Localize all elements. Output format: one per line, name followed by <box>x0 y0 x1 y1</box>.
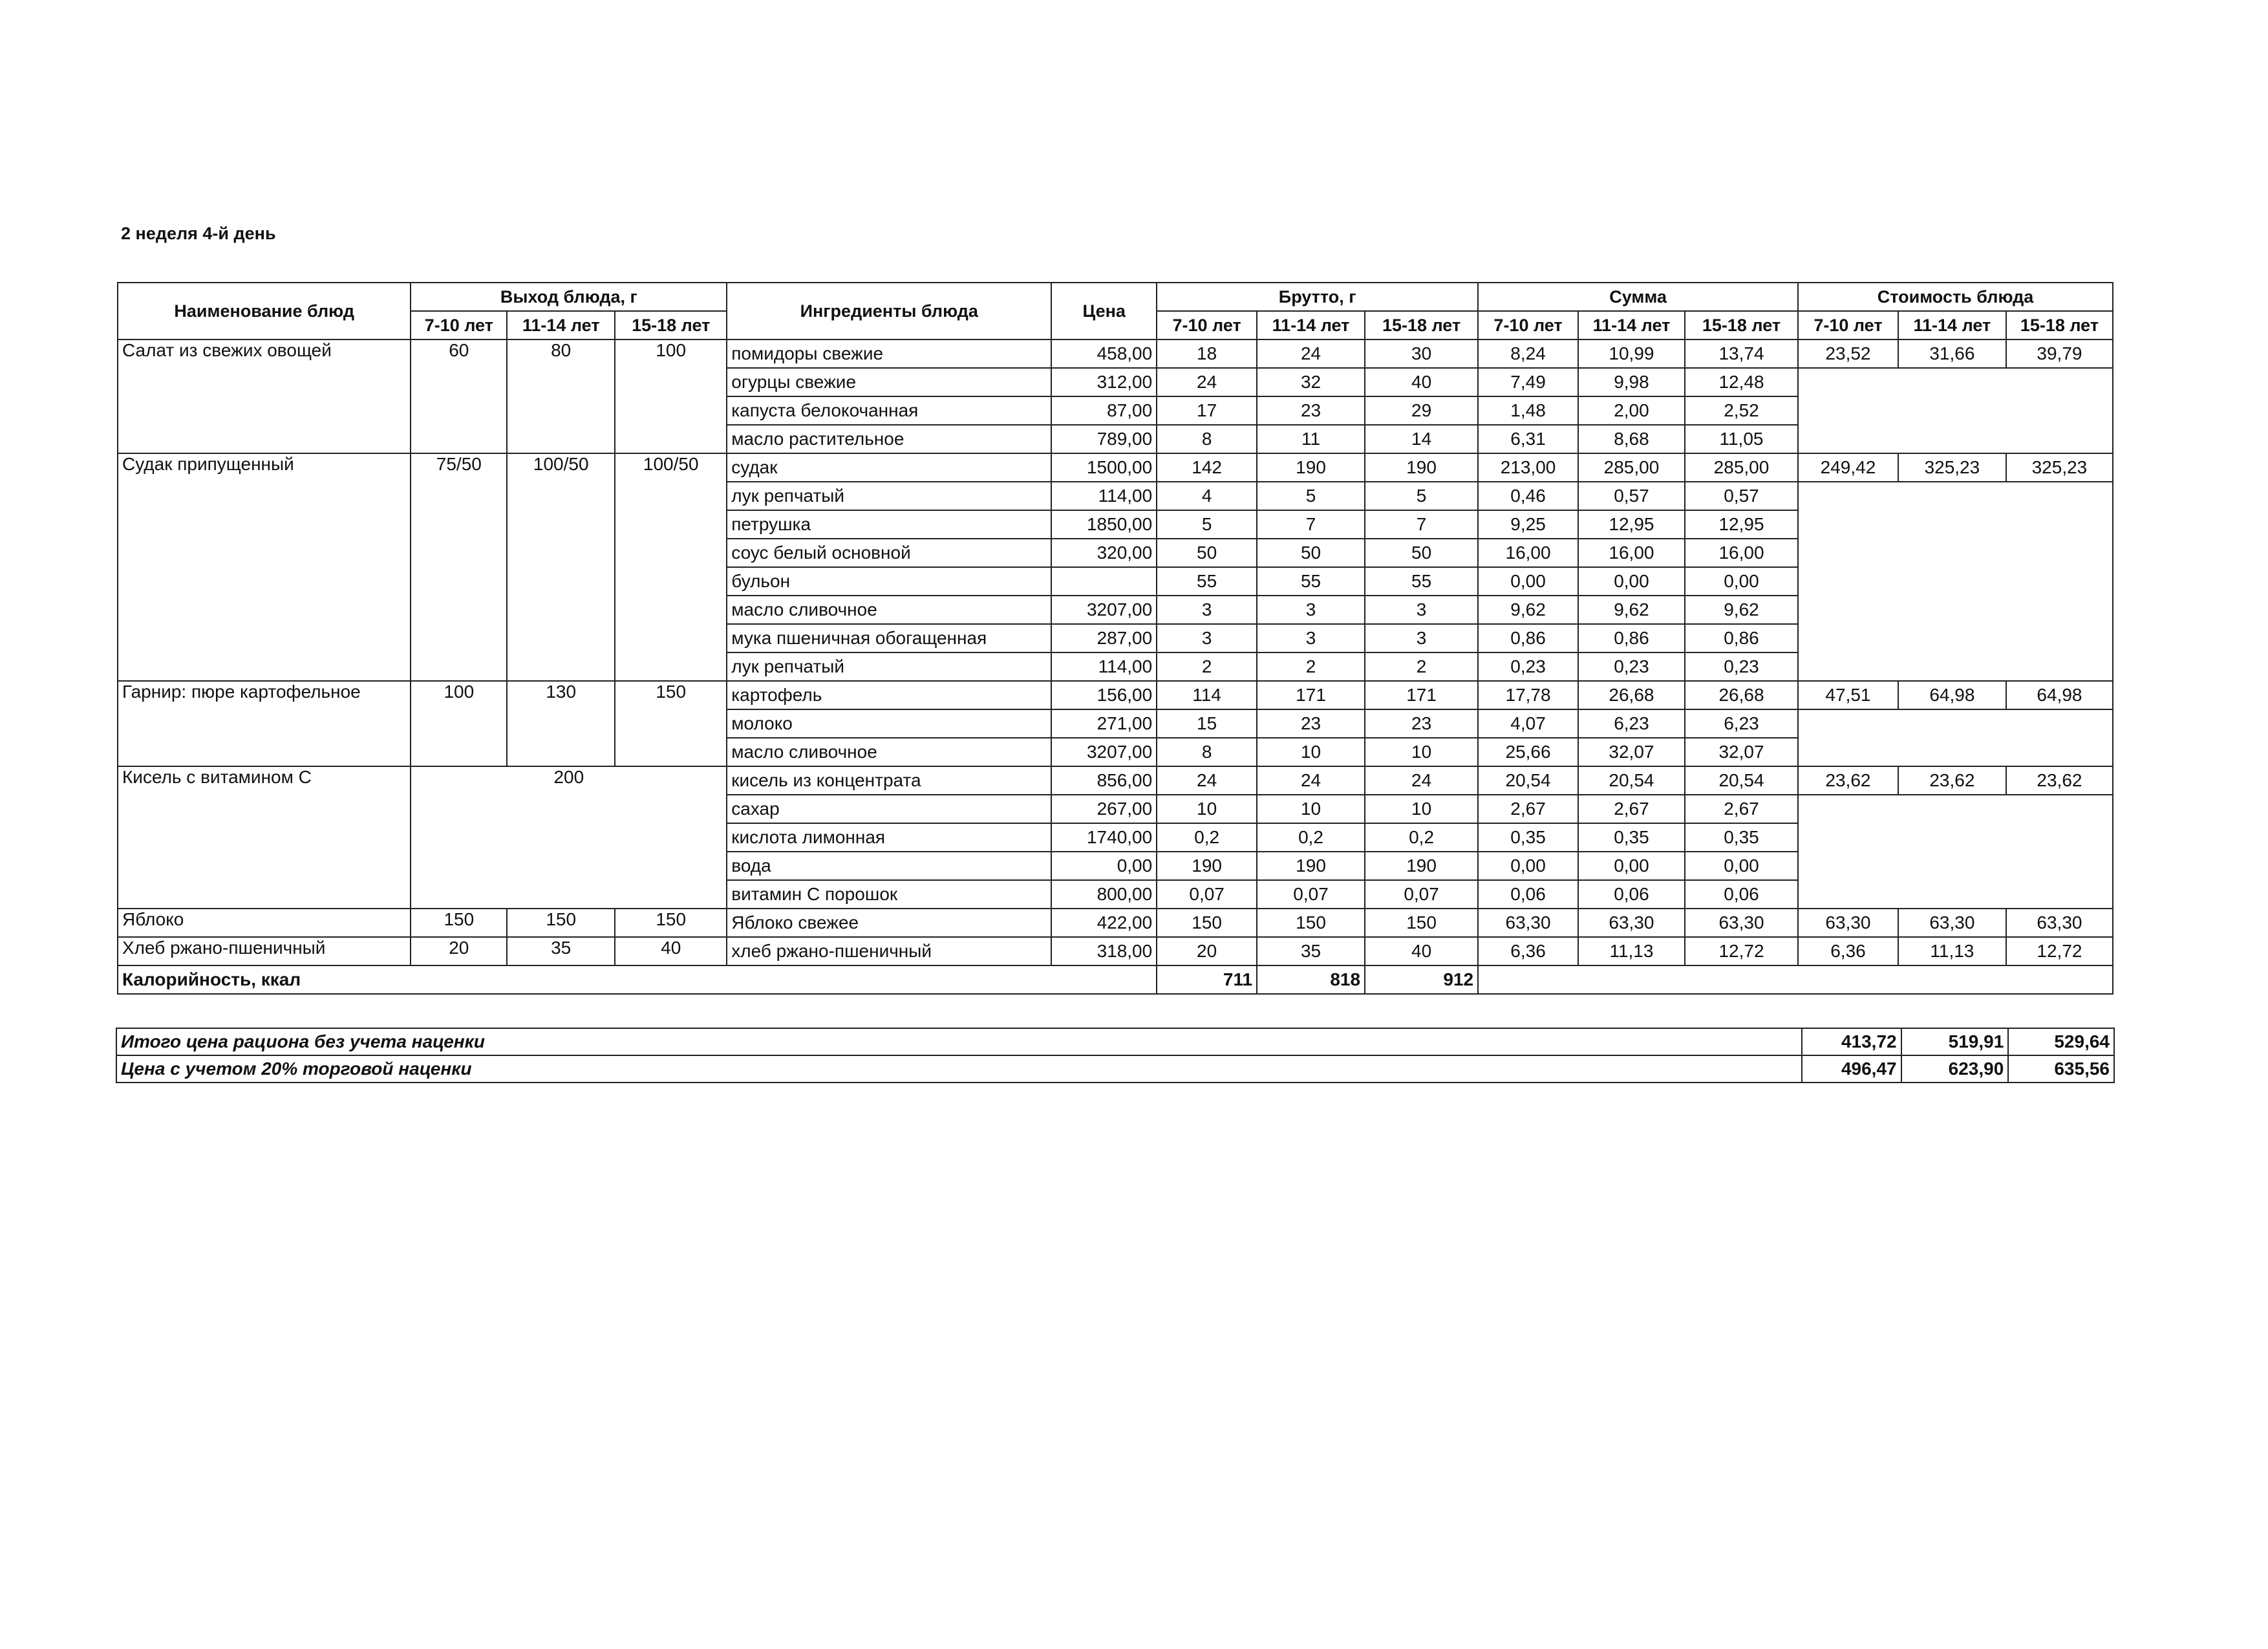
dish-name: Яблоко <box>118 909 411 937</box>
ingredient-brutto: 190 <box>1365 852 1478 880</box>
ingredient-brutto: 55 <box>1365 567 1478 596</box>
dish-output: 150 <box>615 909 727 937</box>
ingredient-price: 114,00 <box>1051 482 1157 510</box>
calories-value: 912 <box>1365 965 1478 994</box>
ingredient-sum: 32,07 <box>1685 738 1798 766</box>
ingredient-brutto: 10 <box>1365 738 1478 766</box>
ingredient-name: бульон <box>727 567 1051 596</box>
ingredient-sum: 4,07 <box>1478 709 1578 738</box>
dish-cost: 23,62 <box>1798 766 1898 795</box>
ingredient-brutto: 114 <box>1157 681 1257 709</box>
ingredient-sum: 26,68 <box>1578 681 1685 709</box>
ingredient-name: мука пшеничная обогащенная <box>727 624 1051 652</box>
table-row <box>118 909 2113 937</box>
dish-output: 150 <box>507 909 615 937</box>
page-title: 2 неделя 4-й день <box>121 224 276 243</box>
ingredient-sum: 6,31 <box>1478 425 1578 453</box>
ingredient-sum: 285,00 <box>1578 453 1685 482</box>
dish-cost-blank <box>1798 368 2113 453</box>
ingredient-brutto: 190 <box>1157 852 1257 880</box>
ingredient-sum: 9,62 <box>1478 596 1578 624</box>
dish-cost: 12,72 <box>2006 937 2113 965</box>
ingredient-brutto: 50 <box>1365 539 1478 567</box>
dish-cost-blank <box>1798 482 2113 681</box>
ingredient-brutto: 14 <box>1365 425 1478 453</box>
ingredient-price: 800,00 <box>1051 880 1157 909</box>
table-row <box>118 766 2113 795</box>
ingredient-brutto: 20 <box>1157 937 1257 965</box>
totals-table <box>116 1028 2115 1083</box>
ingredient-sum: 0,46 <box>1478 482 1578 510</box>
ingredient-price: 3207,00 <box>1051 596 1157 624</box>
ingredient-brutto: 3 <box>1157 596 1257 624</box>
ingredient-brutto: 4 <box>1157 482 1257 510</box>
ingredient-price: 320,00 <box>1051 539 1157 567</box>
dish-output: 35 <box>507 937 615 965</box>
ingredient-brutto: 171 <box>1257 681 1365 709</box>
ingredient-brutto: 30 <box>1365 339 1478 368</box>
ingredient-name: судак <box>727 453 1051 482</box>
ingredient-name: соус белый основной <box>727 539 1051 567</box>
ingredient-sum: 32,07 <box>1578 738 1685 766</box>
ingredient-brutto: 190 <box>1257 852 1365 880</box>
header-brutto: Брутто, г <box>1157 283 1478 311</box>
ingredient-brutto: 3 <box>1365 624 1478 652</box>
calories-value: 818 <box>1257 965 1365 994</box>
ingredient-sum: 16,00 <box>1478 539 1578 567</box>
dish-output: 200 <box>411 766 727 909</box>
ingredient-brutto: 2 <box>1157 652 1257 681</box>
ingredient-brutto: 55 <box>1157 567 1257 596</box>
ingredient-sum: 0,00 <box>1478 567 1578 596</box>
dish-cost: 64,98 <box>2006 681 2113 709</box>
ingredient-price: 1740,00 <box>1051 823 1157 852</box>
ingredient-name: масло сливочное <box>727 738 1051 766</box>
header-age: 7-10 лет <box>1478 311 1578 339</box>
dish-name: Кисель с витамином С <box>118 766 411 909</box>
ingredient-sum: 0,00 <box>1685 852 1798 880</box>
ingredient-brutto: 11 <box>1257 425 1365 453</box>
ingredient-sum: 0,35 <box>1478 823 1578 852</box>
header-age: 7-10 лет <box>411 311 507 339</box>
table-row <box>118 937 2113 965</box>
ingredient-sum: 9,62 <box>1578 596 1685 624</box>
calories-value: 711 <box>1157 965 1257 994</box>
total-row <box>116 1028 2114 1055</box>
dish-output: 20 <box>411 937 507 965</box>
ingredient-price: 267,00 <box>1051 795 1157 823</box>
menu-table <box>117 282 2113 995</box>
dish-cost: 23,62 <box>1898 766 2006 795</box>
header-age: 15-18 лет <box>615 311 727 339</box>
ingredient-sum: 285,00 <box>1685 453 1798 482</box>
ingredient-sum: 0,00 <box>1578 567 1685 596</box>
ingredient-sum: 6,23 <box>1578 709 1685 738</box>
ingredient-brutto: 0,07 <box>1157 880 1257 909</box>
ingredient-sum: 2,00 <box>1578 396 1685 425</box>
ingredient-name: капуста белокочанная <box>727 396 1051 425</box>
header-dish: Наименование блюд <box>118 283 411 339</box>
ingredient-brutto: 5 <box>1257 482 1365 510</box>
ingredient-price: 87,00 <box>1051 396 1157 425</box>
dish-cost: 6,36 <box>1798 937 1898 965</box>
ingredient-price: 156,00 <box>1051 681 1157 709</box>
dish-cost: 63,30 <box>1898 909 2006 937</box>
ingredient-brutto: 29 <box>1365 396 1478 425</box>
ingredient-sum: 0,57 <box>1685 482 1798 510</box>
ingredient-name: сахар <box>727 795 1051 823</box>
ingredient-sum: 0,86 <box>1685 624 1798 652</box>
ingredient-sum: 20,54 <box>1578 766 1685 795</box>
ingredient-name: кислота лимонная <box>727 823 1051 852</box>
ingredient-sum: 0,06 <box>1578 880 1685 909</box>
dish-output: 100/50 <box>615 453 727 681</box>
ingredient-brutto: 190 <box>1365 453 1478 482</box>
dish-name: Салат из свежих овощей <box>118 339 411 453</box>
ingredient-brutto: 50 <box>1257 539 1365 567</box>
dish-output: 130 <box>507 681 615 766</box>
ingredient-name: огурцы свежие <box>727 368 1051 396</box>
ingredient-name: картофель <box>727 681 1051 709</box>
ingredient-brutto: 32 <box>1257 368 1365 396</box>
ingredient-sum: 26,68 <box>1685 681 1798 709</box>
ingredient-brutto: 2 <box>1365 652 1478 681</box>
total-markup-label: Цена с учетом 20% торговой наценки <box>116 1055 1802 1083</box>
header-age: 15-18 лет <box>2006 311 2113 339</box>
ingredient-brutto: 3 <box>1257 624 1365 652</box>
ingredient-brutto: 0,07 <box>1257 880 1365 909</box>
ingredient-brutto: 24 <box>1365 766 1478 795</box>
ingredient-price: 312,00 <box>1051 368 1157 396</box>
ingredient-brutto: 55 <box>1257 567 1365 596</box>
ingredient-brutto: 3 <box>1257 596 1365 624</box>
ingredient-brutto: 24 <box>1157 368 1257 396</box>
dish-output: 60 <box>411 339 507 453</box>
ingredient-sum: 7,49 <box>1478 368 1578 396</box>
total-value: 529,64 <box>2008 1028 2114 1055</box>
ingredient-sum: 213,00 <box>1478 453 1578 482</box>
ingredient-sum: 2,67 <box>1478 795 1578 823</box>
dish-output: 40 <box>615 937 727 965</box>
ingredient-sum: 0,23 <box>1685 652 1798 681</box>
ingredient-sum: 12,95 <box>1685 510 1798 539</box>
ingredient-sum: 9,25 <box>1478 510 1578 539</box>
ingredient-name: масло растительное <box>727 425 1051 453</box>
ingredient-sum: 6,36 <box>1478 937 1578 965</box>
ingredient-brutto: 40 <box>1365 937 1478 965</box>
total-markup-value: 496,47 <box>1802 1055 1901 1083</box>
ingredient-brutto: 10 <box>1257 738 1365 766</box>
ingredient-sum: 20,54 <box>1685 766 1798 795</box>
ingredient-brutto: 8 <box>1157 738 1257 766</box>
ingredient-sum: 8,68 <box>1578 425 1685 453</box>
ingredient-sum: 0,06 <box>1685 880 1798 909</box>
ingredient-sum: 0,86 <box>1478 624 1578 652</box>
ingredient-price: 422,00 <box>1051 909 1157 937</box>
ingredient-name: Яблоко свежее <box>727 909 1051 937</box>
ingredient-sum: 17,78 <box>1478 681 1578 709</box>
dish-cost: 63,30 <box>2006 909 2113 937</box>
ingredient-name: кисель из концентрата <box>727 766 1051 795</box>
ingredient-price: 318,00 <box>1051 937 1157 965</box>
ingredient-brutto: 24 <box>1257 766 1365 795</box>
ingredient-price: 114,00 <box>1051 652 1157 681</box>
ingredient-name: хлеб ржано-пшеничный <box>727 937 1051 965</box>
ingredient-brutto: 15 <box>1157 709 1257 738</box>
ingredient-sum: 9,62 <box>1685 596 1798 624</box>
header-age: 15-18 лет <box>1685 311 1798 339</box>
ingredient-brutto: 0,07 <box>1365 880 1478 909</box>
ingredient-brutto: 40 <box>1365 368 1478 396</box>
ingredient-brutto: 3 <box>1157 624 1257 652</box>
dish-output: 100 <box>411 681 507 766</box>
ingredient-name: петрушка <box>727 510 1051 539</box>
ingredient-brutto: 50 <box>1157 539 1257 567</box>
ingredient-brutto: 5 <box>1157 510 1257 539</box>
ingredient-brutto: 0,2 <box>1257 823 1365 852</box>
ingredient-brutto: 23 <box>1257 396 1365 425</box>
ingredient-sum: 0,06 <box>1478 880 1578 909</box>
header-cost: Стоимость блюда <box>1798 283 2113 311</box>
header-row-1 <box>118 283 2113 311</box>
total-value: 413,72 <box>1802 1028 1901 1055</box>
ingredient-brutto: 23 <box>1257 709 1365 738</box>
dish-cost: 23,62 <box>2006 766 2113 795</box>
dish-output: 75/50 <box>411 453 507 681</box>
total-label: Итого цена рациона без учета наценки <box>116 1028 1802 1055</box>
calories-label: Калорийность, ккал <box>118 965 1157 994</box>
ingredient-price: 3207,00 <box>1051 738 1157 766</box>
dish-cost: 23,52 <box>1798 339 1898 368</box>
ingredient-brutto: 2 <box>1257 652 1365 681</box>
header-age: 11-14 лет <box>1257 311 1365 339</box>
dish-name: Судак припущенный <box>118 453 411 681</box>
ingredient-brutto: 17 <box>1157 396 1257 425</box>
ingredient-brutto: 23 <box>1365 709 1478 738</box>
dish-cost: 64,98 <box>1898 681 2006 709</box>
total-markup-value: 635,56 <box>2008 1055 2114 1083</box>
ingredient-sum: 0,23 <box>1578 652 1685 681</box>
ingredient-sum: 0,35 <box>1578 823 1685 852</box>
header-age: 11-14 лет <box>1578 311 1685 339</box>
dish-cost: 31,66 <box>1898 339 2006 368</box>
ingredient-name: витамин С порошок <box>727 880 1051 909</box>
menu-body <box>118 339 2113 994</box>
ingredient-brutto: 142 <box>1157 453 1257 482</box>
ingredient-brutto: 18 <box>1157 339 1257 368</box>
ingredient-brutto: 10 <box>1365 795 1478 823</box>
ingredient-brutto: 150 <box>1257 909 1365 937</box>
ingredient-price: 1850,00 <box>1051 510 1157 539</box>
table-row <box>118 453 2113 482</box>
ingredient-price: 1500,00 <box>1051 453 1157 482</box>
ingredient-brutto: 35 <box>1257 937 1365 965</box>
ingredient-sum: 63,30 <box>1578 909 1685 937</box>
dish-output: 100 <box>615 339 727 453</box>
ingredient-sum: 0,57 <box>1578 482 1685 510</box>
header-ingredients: Ингредиенты блюда <box>727 283 1051 339</box>
ingredient-sum: 0,35 <box>1685 823 1798 852</box>
ingredient-brutto: 3 <box>1365 596 1478 624</box>
dish-cost: 47,51 <box>1798 681 1898 709</box>
ingredient-sum: 0,00 <box>1478 852 1578 880</box>
ingredient-sum: 0,00 <box>1685 567 1798 596</box>
header-output: Выход блюда, г <box>411 283 727 311</box>
ingredient-sum: 9,98 <box>1578 368 1685 396</box>
ingredient-sum: 16,00 <box>1685 539 1798 567</box>
ingredient-sum: 1,48 <box>1478 396 1578 425</box>
ingredient-sum: 12,95 <box>1578 510 1685 539</box>
ingredient-brutto: 24 <box>1257 339 1365 368</box>
ingredient-brutto: 7 <box>1257 510 1365 539</box>
ingredient-brutto: 0,2 <box>1157 823 1257 852</box>
header-age: 11-14 лет <box>1898 311 2006 339</box>
dish-name: Хлеб ржано-пшеничный <box>118 937 411 965</box>
ingredient-sum: 20,54 <box>1478 766 1578 795</box>
ingredient-brutto: 10 <box>1257 795 1365 823</box>
ingredient-sum: 63,30 <box>1478 909 1578 937</box>
ingredient-sum: 2,52 <box>1685 396 1798 425</box>
ingredient-sum: 63,30 <box>1685 909 1798 937</box>
ingredient-price: 287,00 <box>1051 624 1157 652</box>
dish-cost: 325,23 <box>1898 453 2006 482</box>
ingredient-name: молоко <box>727 709 1051 738</box>
table-row <box>118 339 2113 368</box>
ingredient-name: помидоры свежие <box>727 339 1051 368</box>
header-age: 7-10 лет <box>1798 311 1898 339</box>
header-age: 7-10 лет <box>1157 311 1257 339</box>
ingredient-brutto: 24 <box>1157 766 1257 795</box>
ingredient-sum: 0,23 <box>1478 652 1578 681</box>
dish-cost-blank <box>1798 795 2113 909</box>
dish-cost: 39,79 <box>2006 339 2113 368</box>
dish-output: 100/50 <box>507 453 615 681</box>
ingredient-sum: 2,67 <box>1685 795 1798 823</box>
ingredient-sum: 12,48 <box>1685 368 1798 396</box>
calories-blank <box>1478 965 2113 994</box>
ingredient-brutto: 150 <box>1365 909 1478 937</box>
ingredient-price: 271,00 <box>1051 709 1157 738</box>
ingredient-name: лук репчатый <box>727 482 1051 510</box>
dish-output: 150 <box>411 909 507 937</box>
ingredient-name: лук репчатый <box>727 652 1051 681</box>
calories-row <box>118 965 2113 994</box>
dish-cost: 63,30 <box>1798 909 1898 937</box>
ingredient-sum: 16,00 <box>1578 539 1685 567</box>
ingredient-sum: 0,86 <box>1578 624 1685 652</box>
ingredient-sum: 11,13 <box>1578 937 1685 965</box>
ingredient-sum: 0,00 <box>1578 852 1685 880</box>
dish-output: 150 <box>615 681 727 766</box>
ingredient-sum: 8,24 <box>1478 339 1578 368</box>
ingredient-sum: 6,23 <box>1685 709 1798 738</box>
total-value: 519,91 <box>1901 1028 2009 1055</box>
ingredient-brutto: 150 <box>1157 909 1257 937</box>
total-markup-value: 623,90 <box>1901 1055 2009 1083</box>
ingredient-price: 856,00 <box>1051 766 1157 795</box>
ingredient-sum: 11,05 <box>1685 425 1798 453</box>
header-age: 15-18 лет <box>1365 311 1478 339</box>
ingredient-brutto: 8 <box>1157 425 1257 453</box>
dish-cost: 11,13 <box>1898 937 2006 965</box>
ingredient-brutto: 5 <box>1365 482 1478 510</box>
ingredient-brutto: 171 <box>1365 681 1478 709</box>
dish-cost-blank <box>1798 709 2113 766</box>
ingredient-price: 458,00 <box>1051 339 1157 368</box>
ingredient-sum: 2,67 <box>1578 795 1685 823</box>
header-price: Цена <box>1051 283 1157 339</box>
ingredient-brutto: 10 <box>1157 795 1257 823</box>
ingredient-sum: 13,74 <box>1685 339 1798 368</box>
ingredient-brutto: 0,2 <box>1365 823 1478 852</box>
dish-output: 80 <box>507 339 615 453</box>
dish-cost: 249,42 <box>1798 453 1898 482</box>
ingredient-brutto: 190 <box>1257 453 1365 482</box>
ingredient-price <box>1051 567 1157 596</box>
ingredient-price: 789,00 <box>1051 425 1157 453</box>
ingredient-sum: 10,99 <box>1578 339 1685 368</box>
ingredient-name: масло сливочное <box>727 596 1051 624</box>
ingredient-name: вода <box>727 852 1051 880</box>
header-age: 11-14 лет <box>507 311 615 339</box>
header-sum: Сумма <box>1478 283 1798 311</box>
dish-cost: 325,23 <box>2006 453 2113 482</box>
ingredient-price: 0,00 <box>1051 852 1157 880</box>
table-row <box>118 681 2113 709</box>
ingredient-brutto: 7 <box>1365 510 1478 539</box>
ingredient-sum: 12,72 <box>1685 937 1798 965</box>
ingredient-sum: 25,66 <box>1478 738 1578 766</box>
dish-name: Гарнир: пюре картофельное <box>118 681 411 766</box>
total-markup-row <box>116 1055 2114 1083</box>
